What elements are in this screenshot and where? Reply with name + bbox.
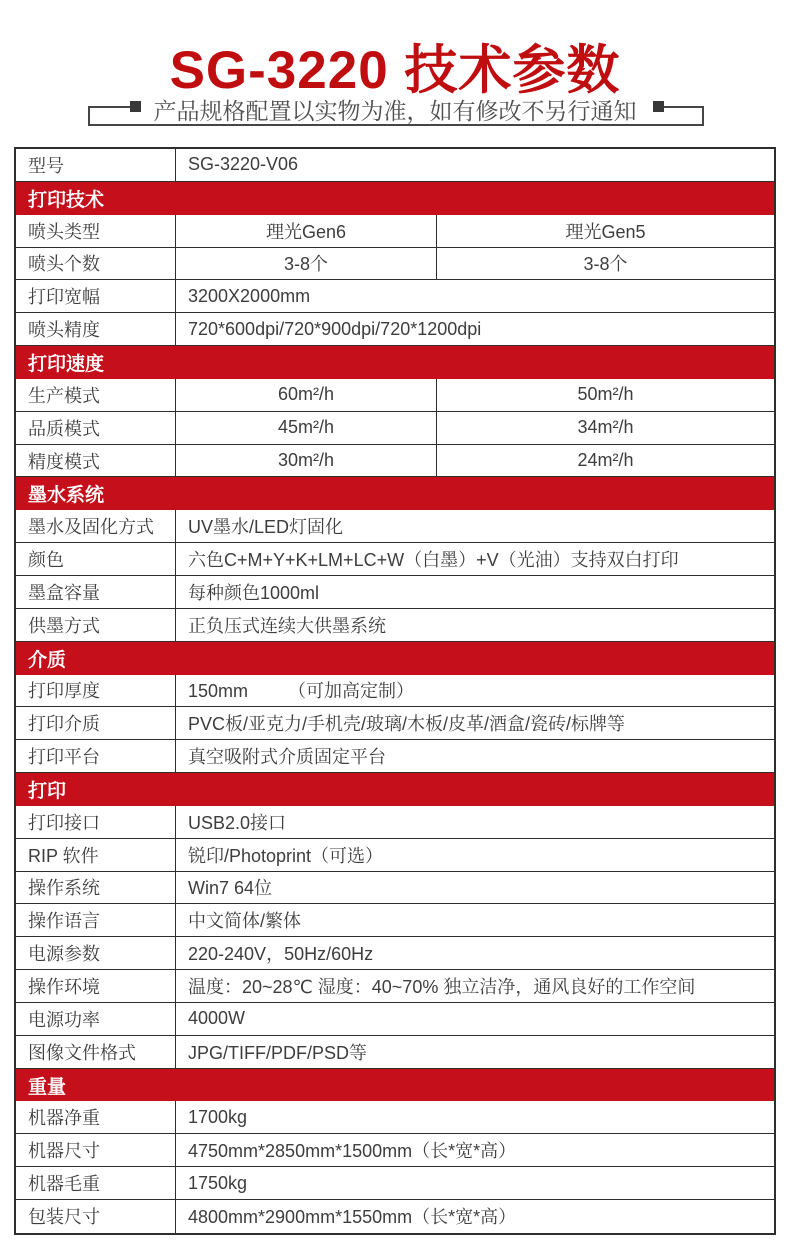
row-label: 供墨方式: [16, 609, 176, 641]
table-row: [16, 215, 774, 248]
row-value: 锐印/Photoprint（可选）: [188, 845, 384, 866]
row-value: 3-8个: [583, 254, 628, 275]
row-label: 颜色: [16, 543, 176, 575]
table-row: [16, 904, 774, 937]
row-label: 型号: [16, 149, 176, 181]
row-label: 打印宽幅: [16, 280, 176, 312]
row-value: 中文简体/繁体: [188, 911, 302, 932]
spec-table: [14, 147, 776, 1235]
table-row: [16, 248, 774, 281]
table-row: [16, 379, 774, 412]
table-row: [16, 675, 774, 708]
row-value: UV墨水/LED灯固化: [188, 517, 344, 538]
row-value: 4800mm*2900mm*1550mm（长*宽*高）: [188, 1207, 517, 1228]
table-row: [16, 806, 774, 839]
row-label: 喷头类型: [16, 215, 176, 247]
table-row: [16, 839, 774, 872]
subtitle-banner: [0, 0, 790, 140]
table-row: [16, 609, 774, 642]
table-row: [16, 872, 774, 905]
row-label: 喷头个数: [16, 248, 176, 280]
row-label: 喷头精度: [16, 313, 176, 345]
table-row: [16, 1134, 774, 1167]
section-label: 打印技术: [28, 189, 105, 211]
row-label: 操作环境: [16, 970, 176, 1002]
row-value: 45m²/h: [176, 412, 437, 444]
table-row: [16, 412, 774, 445]
table-row: [16, 1101, 774, 1134]
row-value: 150mm （可加高定制）: [188, 681, 415, 702]
table-row: [16, 970, 774, 1003]
row-label: 机器毛重: [16, 1167, 176, 1199]
row-value: 24m²/h: [577, 450, 634, 471]
table-row: [16, 937, 774, 970]
table-row: [16, 1167, 774, 1200]
table-row: [16, 313, 774, 346]
row-label: 墨水及固化方式: [16, 510, 176, 542]
row-label: 墨盒容量: [16, 576, 176, 608]
row-label: 电源功率: [16, 1003, 176, 1035]
table-row: [16, 510, 774, 543]
table-row: [16, 740, 774, 773]
row-value: 正负压式连续大供墨系统: [188, 615, 386, 636]
row-value: 50m²/h: [577, 384, 634, 405]
section-header: [16, 182, 774, 215]
section-label: 介质: [28, 649, 67, 671]
section-label: 墨水系统: [28, 485, 105, 507]
table-row: [16, 543, 774, 576]
row-value: 温度：20~28℃ 湿度：40~70% 独立洁净，通风良好的工作空间: [188, 977, 696, 998]
page-title: SG-3220 技术参数: [169, 41, 621, 100]
subtitle: 产品规格配置以实物为准，如有修改不另行通知: [153, 98, 637, 124]
row-value: USB2.0接口: [188, 812, 287, 833]
row-value: 30m²/h: [176, 445, 437, 477]
row-value: 每种颜色1000ml: [188, 582, 320, 603]
table-row: [16, 1003, 774, 1036]
section-header: [16, 477, 774, 510]
row-label: 机器尺寸: [16, 1134, 176, 1166]
row-value: PVC板/亚克力/手机壳/玻璃/木板/皮革/酒盒/瓷砖/标牌等: [188, 714, 626, 735]
row-value: 4000W: [188, 1008, 246, 1029]
section-label: 打印速度: [28, 353, 105, 375]
row-value: 1750kg: [188, 1172, 248, 1193]
row-value: JPG/TIFF/PDF/PSD等: [188, 1042, 368, 1063]
table-row: [16, 280, 774, 313]
row-label: RIP 软件: [16, 839, 176, 871]
row-label: 打印厚度: [16, 675, 176, 707]
table-row: [16, 707, 774, 740]
section-label: 打印: [28, 780, 67, 802]
section-label: 重量: [28, 1076, 67, 1098]
row-label: 生产模式: [16, 379, 176, 411]
section-header: [16, 346, 774, 379]
row-label: 打印介质: [16, 707, 176, 739]
row-label: 包装尺寸: [16, 1200, 176, 1233]
row-label: 品质模式: [16, 412, 176, 444]
table-row: [16, 1036, 774, 1069]
row-label: 精度模式: [16, 445, 176, 477]
table-row: [16, 576, 774, 609]
row-value: 4750mm*2850mm*1500mm（长*宽*高）: [188, 1141, 517, 1162]
section-header: [16, 773, 774, 806]
table-row: [16, 1200, 774, 1233]
table-row: [16, 149, 774, 182]
row-value: Win7 64位: [188, 878, 273, 899]
row-label: 打印平台: [16, 740, 176, 772]
row-value: 3200X2000mm: [188, 285, 311, 306]
row-value: 六色C+M+Y+K+LM+LC+W（白墨）+V（光油）支持双白打印: [188, 550, 679, 571]
row-value: 34m²/h: [577, 417, 634, 438]
row-label: 电源参数: [16, 937, 176, 969]
row-label: 机器净重: [16, 1101, 176, 1133]
row-value: 理光Gen6: [176, 215, 437, 247]
row-label: 操作系统: [16, 872, 176, 904]
row-value: 理光Gen5: [565, 221, 646, 242]
section-header: [16, 1069, 774, 1102]
row-value: SG-3220-V06: [188, 154, 299, 175]
section-header: [16, 642, 774, 675]
row-label: 图像文件格式: [16, 1036, 176, 1068]
row-value: 60m²/h: [176, 379, 437, 411]
row-label: 操作语言: [16, 904, 176, 936]
row-label: 打印接口: [16, 806, 176, 838]
row-value: 1700kg: [188, 1106, 248, 1127]
row-value: 3-8个: [176, 248, 437, 280]
row-value: 720*600dpi/720*900dpi/720*1200dpi: [188, 318, 482, 339]
row-value: 真空吸附式介质固定平台: [188, 747, 386, 768]
table-row: [16, 445, 774, 478]
row-value: 220-240V，50Hz/60Hz: [188, 944, 374, 965]
